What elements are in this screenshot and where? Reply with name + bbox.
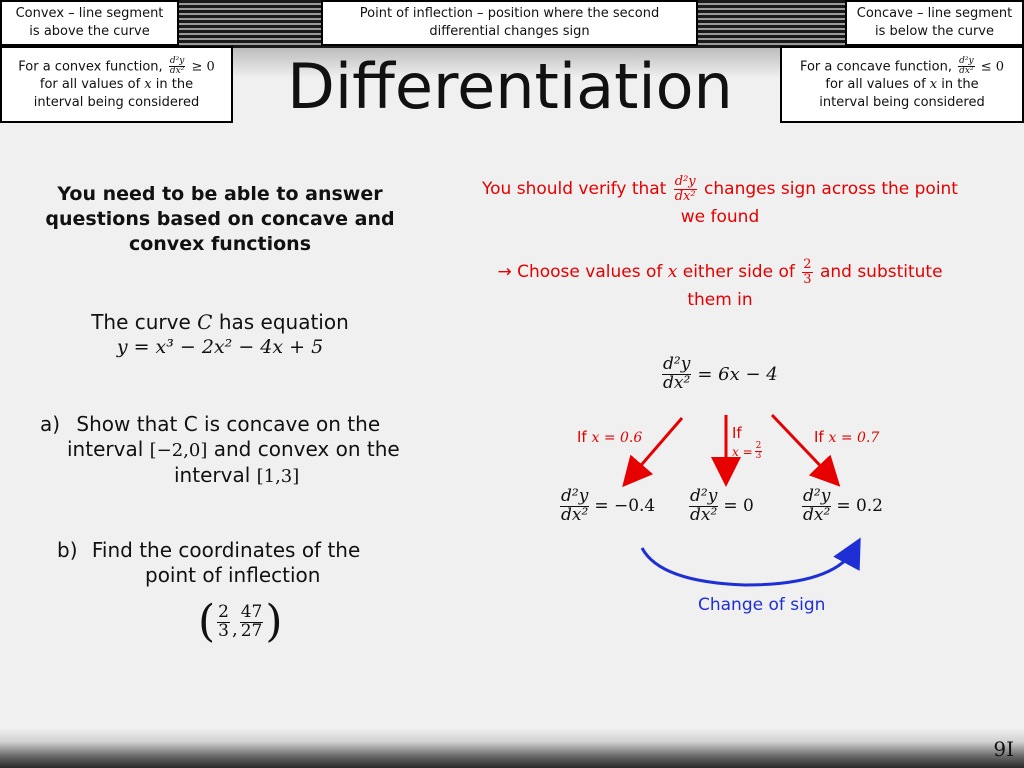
fraction-denominator: dx²: [663, 372, 691, 393]
fraction-denominator: dx²: [959, 66, 974, 76]
fraction-numerator: d²y: [561, 486, 589, 506]
convex-variable: x: [144, 77, 152, 93]
result-right: [800, 488, 883, 525]
concave-function-line3: interval being considered: [819, 95, 985, 111]
right-arrow-icon: →: [497, 262, 512, 283]
fraction-numerator: 2: [803, 257, 812, 272]
result-left: [558, 488, 655, 525]
intro-text: You need to be able to answer questions based on concave and convex functions: [45, 183, 395, 255]
fraction-denominator: 3: [803, 271, 812, 287]
result-left-value: = −0.4: [594, 496, 656, 517]
result-middle-fraction: [689, 488, 718, 525]
fraction-denominator: dx²: [674, 188, 696, 204]
fraction-numerator: d²y: [803, 486, 831, 506]
result-left-fraction: [560, 488, 589, 525]
fraction-numerator: d²y: [959, 55, 974, 66]
curve-text-a: The curve: [91, 310, 191, 334]
concave-relation: ≤ 0: [980, 59, 1005, 74]
fraction-numerator: d²y: [169, 55, 185, 66]
result-middle: [687, 488, 754, 525]
if-left-label: If: [577, 428, 587, 446]
answer-x-num: 2: [218, 601, 229, 622]
choose-text-b: either side of: [682, 262, 795, 283]
verify-text-a: You should verify that: [482, 179, 667, 200]
question-b-line2: point of inflection: [145, 563, 321, 587]
answer-y-num: 47: [240, 601, 263, 622]
answer-y-den: 27: [240, 620, 263, 641]
if-right-expr: x = 0.7: [828, 430, 880, 446]
fraction-denominator: dx²: [561, 504, 589, 525]
arrow-left: [630, 418, 682, 478]
fraction-numerator: d²y: [674, 174, 696, 189]
question-b-line1: Find the coordinates of the: [91, 538, 361, 562]
answer-x-den: 3: [218, 620, 229, 641]
close-paren: ): [265, 596, 283, 647]
convex-definition-text: Convex – line segment is above the curve: [15, 6, 164, 39]
interval-convex: [1,3]: [256, 466, 300, 487]
page-number: 9I: [993, 737, 1014, 761]
if-right: [814, 428, 879, 446]
question-a-line1: Show that C is concave on the: [76, 412, 381, 436]
convex-relation: ≥ 0: [191, 59, 215, 74]
if-middle-expr: [732, 442, 764, 462]
concave-line2-a: for all values of: [825, 77, 926, 93]
change-of-sign-arc: [642, 548, 855, 585]
question-a-label: a): [40, 412, 61, 436]
fraction-numerator: d²y: [663, 354, 691, 374]
result-middle-value: = 0: [723, 496, 754, 517]
question-b-label: b): [57, 538, 78, 562]
convex-line2-b: in the: [155, 77, 194, 93]
concave-line2-b: in the: [941, 77, 979, 93]
verify-text-b: changes sign across the point: [704, 179, 958, 200]
choose-text-c: and substitute: [819, 262, 943, 283]
open-paren: (: [198, 596, 216, 647]
fraction-denominator: dx²: [169, 66, 185, 76]
concave-variable: x: [929, 77, 938, 93]
curve-equation: y = x³ − 2x² − 4x + 5: [116, 336, 324, 358]
choose-text-d: them in: [687, 290, 753, 311]
if-left: [577, 428, 642, 446]
fraction-denominator: 3: [755, 451, 762, 462]
verify-text-c: we found: [680, 207, 760, 228]
if-middle-lhs: x =: [732, 444, 753, 459]
if-left-expr: x = 0.6: [591, 430, 643, 446]
fraction-numerator: d²y: [690, 486, 718, 506]
second-derivative-rhs: = 6x − 4: [697, 363, 778, 385]
if-right-label: If: [814, 428, 824, 446]
convex-line2-a: for all values of: [39, 77, 141, 93]
fraction-numerator: 2: [755, 441, 762, 451]
interval-concave: [−2,0]: [149, 440, 208, 461]
question-a-line2-a: interval: [67, 437, 144, 461]
if-middle-label: If: [732, 424, 742, 442]
concave-definition-text: Concave – line segment is below the curve: [856, 6, 1013, 39]
question-a-line2-b: and convex on the: [213, 437, 400, 461]
curve-text-b: has equation: [218, 310, 349, 334]
choose-text-a: Choose values of: [517, 262, 663, 283]
result-right-fraction: [802, 488, 831, 525]
result-right-value: = 0.2: [836, 496, 883, 517]
change-of-sign-label: Change of sign: [698, 595, 826, 615]
inflection-definition-text: Point of inflection – position where the second differential changes sign: [359, 6, 660, 39]
if-middle-fraction: [755, 442, 763, 462]
concave-function-prefix: For a concave function,: [799, 59, 952, 74]
curve-variable: C: [197, 310, 213, 334]
choose-variable: x: [667, 262, 678, 283]
convex-function-line3: interval being considered: [33, 95, 200, 111]
page-title: Differentiation: [287, 50, 733, 123]
fraction-denominator: dx²: [803, 504, 831, 525]
arrow-right: [772, 415, 832, 478]
fraction-denominator: dx²: [690, 504, 718, 525]
answer-comma: ,: [232, 618, 238, 640]
convex-function-prefix: For a convex function,: [18, 59, 163, 74]
question-a-line3-a: interval: [174, 463, 251, 487]
if-middle: [732, 424, 764, 462]
